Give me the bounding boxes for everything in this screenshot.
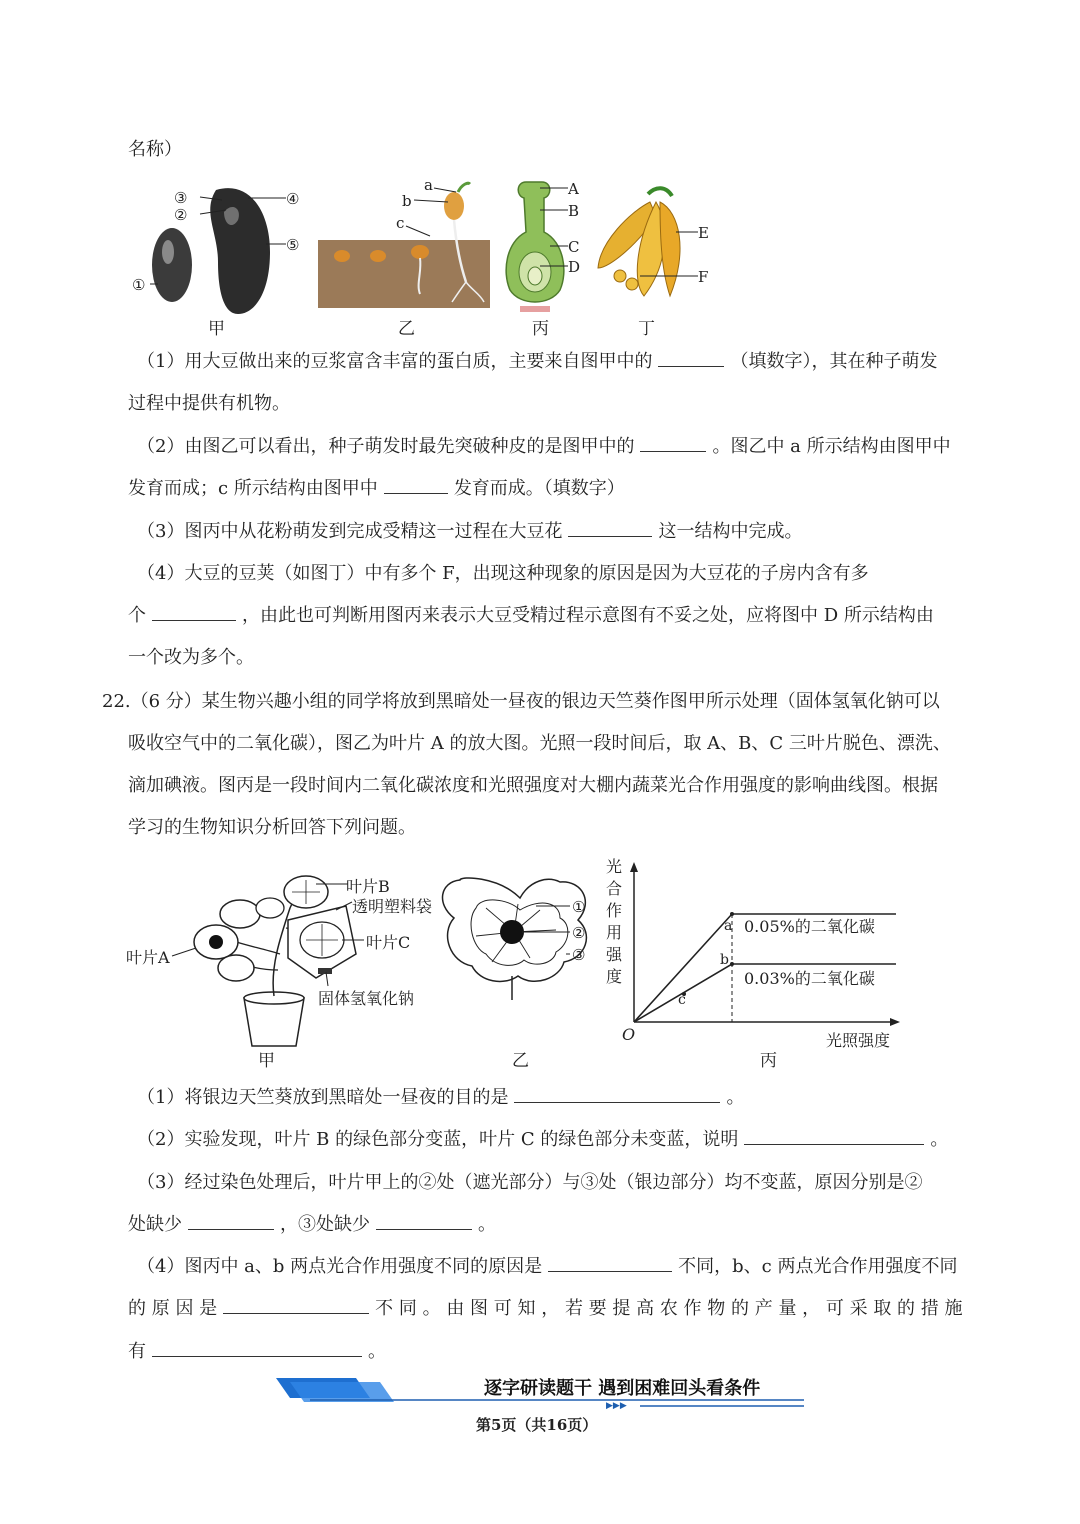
y-axis-arrow xyxy=(630,862,638,872)
jia-label-1: ① xyxy=(132,276,146,294)
q21-part4-line3: 一个改为多个。 xyxy=(128,647,254,668)
leaf-label-2: ② xyxy=(572,924,586,942)
bing-label-D: D xyxy=(568,258,581,276)
label-leaf-B: 叶片B xyxy=(346,877,390,896)
fig2-caption-bing: 丙 xyxy=(760,1051,777,1071)
answer-blank-22-1[interactable] xyxy=(514,1086,720,1103)
pistil-bing xyxy=(506,180,580,312)
photosynthesis-chart xyxy=(600,852,910,1052)
answer-blank-21-1[interactable] xyxy=(658,350,724,367)
fig1-caption-bing: 丙 xyxy=(532,319,549,339)
answer-blank-22-2[interactable] xyxy=(744,1128,924,1145)
point-label-a: a xyxy=(724,918,733,934)
bing-label-C: C xyxy=(568,238,580,256)
fig1-caption-yi: 乙 xyxy=(398,319,415,339)
pod-ding xyxy=(598,188,709,296)
q21-part2-line2: 发育而成；c 所示结构由图甲中 发育而成。（填数字） xyxy=(128,478,625,499)
q21-part2-line1: （2）由图乙可以看出，种子萌发时最先突破种皮的是图甲中的 。图乙中 a 所示结构由图甲中 xyxy=(137,436,951,457)
q22-part3-line1: （3）经过染色处理后，叶片甲上的②处（遮光部分）与③处（银边部分）均不变蓝，原因分别是② xyxy=(137,1172,923,1193)
q22-intro-line4: 学习的生物知识分析回答下列问题。 xyxy=(128,817,416,838)
fig1-caption-ding: 丁 xyxy=(638,319,655,339)
bean-seed-jia xyxy=(132,188,299,314)
jia-label-5: ⑤ xyxy=(286,236,300,254)
fig2-caption-yi: 乙 xyxy=(512,1051,529,1071)
ding-label-E: E xyxy=(698,224,709,242)
origin-label: O xyxy=(622,1025,636,1044)
header-fragment: 名称） xyxy=(128,139,182,160)
q22-part2: （2）实验发现，叶片 B 的绿色部分变蓝，叶片 C 的绿色部分未变蓝，说明 。 xyxy=(137,1129,949,1150)
seed-figure-row xyxy=(120,172,720,322)
label-leaf-A: 叶片A xyxy=(126,948,170,967)
germination-yi xyxy=(318,176,490,308)
label-leaf-C: 叶片C xyxy=(366,933,411,952)
x-axis-label: 光照强度 xyxy=(826,1031,891,1050)
jia-label-3: ③ xyxy=(174,189,188,207)
y-axis-label: 光合作用强度 xyxy=(606,857,623,986)
answer-blank-21-4[interactable] xyxy=(152,604,236,621)
point-label-c: c xyxy=(678,992,686,1008)
footer-blue-parallelogram-2 xyxy=(290,1382,394,1402)
fig1-caption-jia: 甲 xyxy=(208,319,225,339)
bing-label-B: B xyxy=(568,202,580,220)
answer-blank-21-2b[interactable] xyxy=(384,477,448,494)
q22-part1: （1）将银边天竺葵放到黑暗处一昼夜的目的是 。 xyxy=(137,1087,745,1108)
point-label-b: b xyxy=(720,952,729,968)
answer-blank-22-4c[interactable] xyxy=(152,1340,362,1357)
yi-label-c: c xyxy=(396,214,405,232)
answer-blank-22-4a[interactable] xyxy=(548,1255,672,1272)
jia-label-4: ④ xyxy=(286,190,300,208)
jia-label-2: ② xyxy=(174,206,188,224)
leaf-label-1: ① xyxy=(572,898,586,916)
q22-intro-line3: 滴加碘液。图丙是一段时间内二氧化碳浓度和光照强度对大棚内蔬菜光合作用强度的影响曲线图。根据 xyxy=(128,775,938,796)
q21-part4-line1: （4）大豆的豆荚（如图丁）中有多个 F，出现这种现象的原因是因为大豆花的子房内含有多 xyxy=(137,563,869,584)
series-label-005: 0.05%的二氧化碳 xyxy=(744,917,875,936)
q22-part3-line2: 处缺少 ，③处缺少 。 xyxy=(128,1214,496,1235)
q21-part1-line2: 过程中提供有机物。 xyxy=(128,393,290,414)
label-plastic-bag: 透明塑料袋 xyxy=(352,897,433,916)
footer-arrows: ▶▶▶ xyxy=(606,1401,627,1411)
yi-label-a: a xyxy=(424,176,433,194)
pot-plant-jia xyxy=(172,876,364,1046)
page-number: 第5页（共16页） xyxy=(476,1416,598,1434)
bing-label-A: A xyxy=(568,180,579,198)
q22-intro-line1: 22.（6 分）某生物兴趣小组的同学将放到黑暗处一昼夜的银边天竺葵作图甲所示处理（固体氢氧化钠可以 xyxy=(102,691,940,712)
answer-blank-21-2a[interactable] xyxy=(640,435,706,452)
fig2-caption-jia: 甲 xyxy=(258,1051,275,1071)
q22-part4-line1: （4）图丙中 a、b 两点光合作用强度不同的原因是 不同，b、c 两点光合作用强度不同 xyxy=(137,1256,958,1277)
leaf-label-3: ③ xyxy=(572,946,586,964)
leaf-yi xyxy=(443,878,587,1000)
answer-blank-22-4b[interactable] xyxy=(223,1297,369,1314)
q22-intro-line2: 吸收空气中的二氧化碳），图乙为叶片 A 的放大图。光照一段时间后，取 A、B、C 三叶片脱色、漂洗、 xyxy=(128,733,951,754)
footer-slogan: 逐字研读题干 遇到困难回头看条件 xyxy=(484,1378,761,1399)
label-naoh: 固体氢氧化钠 xyxy=(318,989,415,1008)
q22-part4-line2: 的 原 因 是 不 同 。 由 图 可 知 ， 若 要 提 高 农 作 物 的 产 量 ， 可 采 取 的 措 施 xyxy=(128,1298,963,1319)
answer-blank-21-3[interactable] xyxy=(568,520,652,537)
q21-part3: （3）图丙中从花粉萌发到完成受精这一过程在大豆花 这一结构中完成。 xyxy=(137,521,803,542)
answer-blank-22-3a[interactable] xyxy=(188,1213,274,1230)
q22-part4-line3: 有 。 xyxy=(128,1341,386,1362)
x-axis-arrow xyxy=(890,1018,900,1026)
q21-part1-line1: （1）用大豆做出来的豆浆富含丰富的蛋白质，主要来自图甲中的 （填数字），其在种子萌发 xyxy=(137,351,938,372)
series-label-003: 0.03%的二氧化碳 xyxy=(744,969,875,988)
ding-label-F: F xyxy=(698,268,709,286)
yi-label-b: b xyxy=(402,192,412,210)
q21-part4-line2: 个 ，由此也可判断用图丙来表示大豆受精过程示意图有不妥之处，应将图中 D 所示结构由 xyxy=(128,605,934,626)
answer-blank-22-3b[interactable] xyxy=(376,1213,472,1230)
